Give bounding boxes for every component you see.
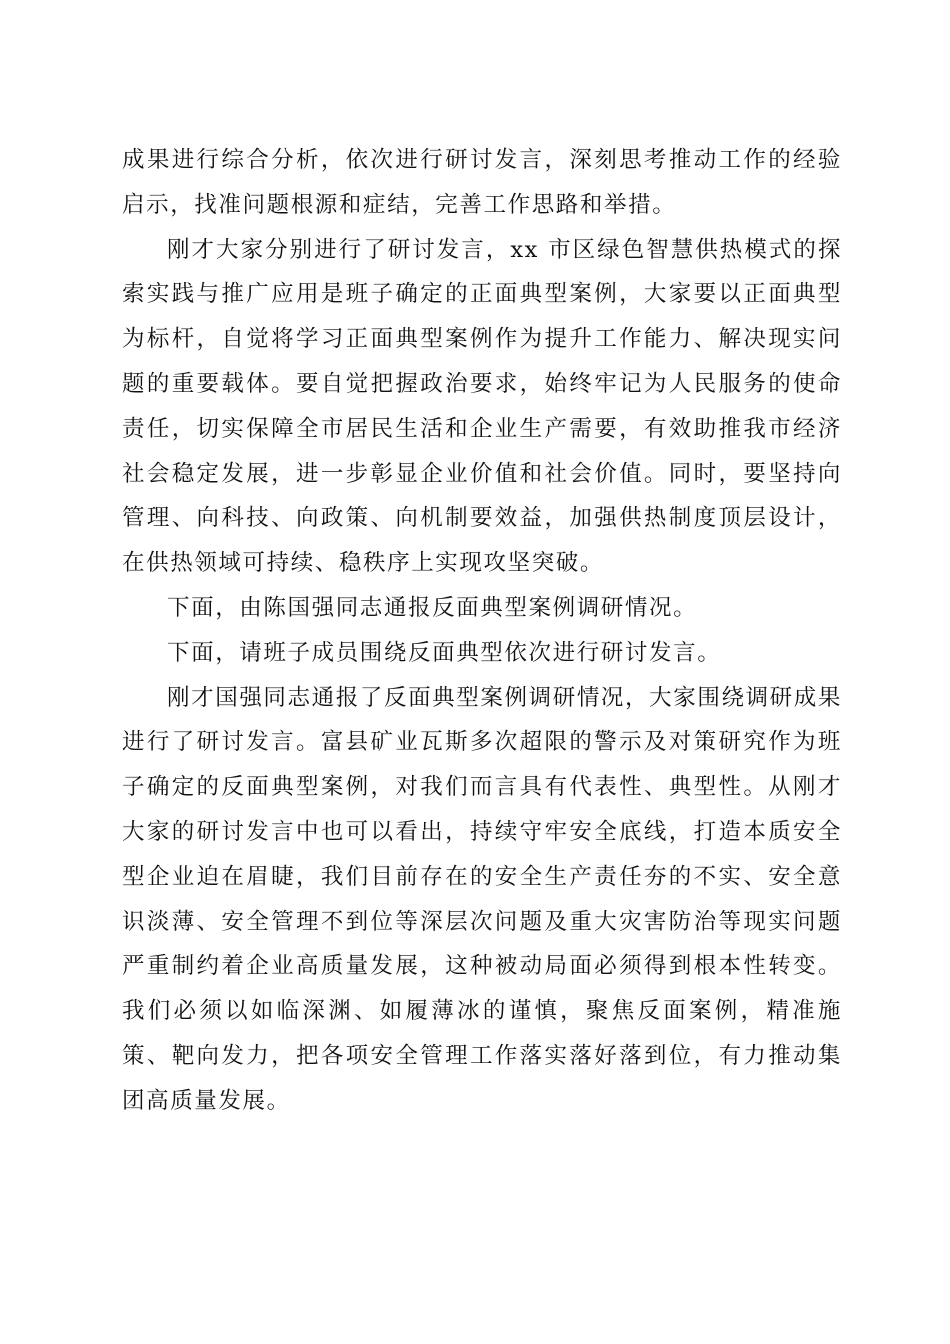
- paragraph-4: 下面，请班子成员围绕反面典型依次进行研讨发言。: [167, 639, 722, 666]
- paragraph-2: 刚才大家分别进行了研讨发言，xx 市区绿色智慧供热模式的探索实践与推广应用是班子确定的正面典型案例，大家要以正面典型为标杆，自觉将学习正面典型案例作为提升工作能力、解决现实问题的重要载体。要自觉把握政治要求，始终牢记为人民服务的使命责任，切实保障全市居民生活和企业生产需要，有效助推我市经济社会稳定发展，进一步彰显企业价值和社会价值。同时，要坚持向管理、向科技、向政策、向机制要效益，加强供热制度顶层设计，在供热领域可持续、稳秩序上实现攻坚突破。: [122, 236, 842, 577]
- paragraph-1: 成果进行综合分析，依次进行研讨发言，深刻思考推动工作的经验启示，找准问题根源和症结，完善工作思路和举措。: [122, 147, 842, 218]
- paragraph-5: 刚才国强同志通报了反面典型案例调研情况，大家围绕调研成果进行了研讨发言。富县矿业瓦斯多次超限的警示及对策研究作为班子确定的反面典型案例，对我们而言具有代表性、典型性。从刚才大家的研讨发言中也可以看出，持续守牢安全底线，打造本质安全型企业迫在眉睫，我们目前存在的安全生产责任夯的不实、安全意识淡薄、安全管理不到位等深层次问题及重大灾害防治等现实问题严重制约着企业高质量发展，这种被动局面必须得到根本性转变。我们必须以如临深渊、如履薄冰的谨慎，聚焦反面案例，精准施策、靶向发力，把各项安全管理工作落实落好落到位，有力推动集团高质量发展。: [122, 684, 842, 1114]
- document-body: [122, 138, 842, 1124]
- paragraph-3: 下面，由陈国强同志通报反面典型案例调研情况。: [167, 594, 698, 621]
